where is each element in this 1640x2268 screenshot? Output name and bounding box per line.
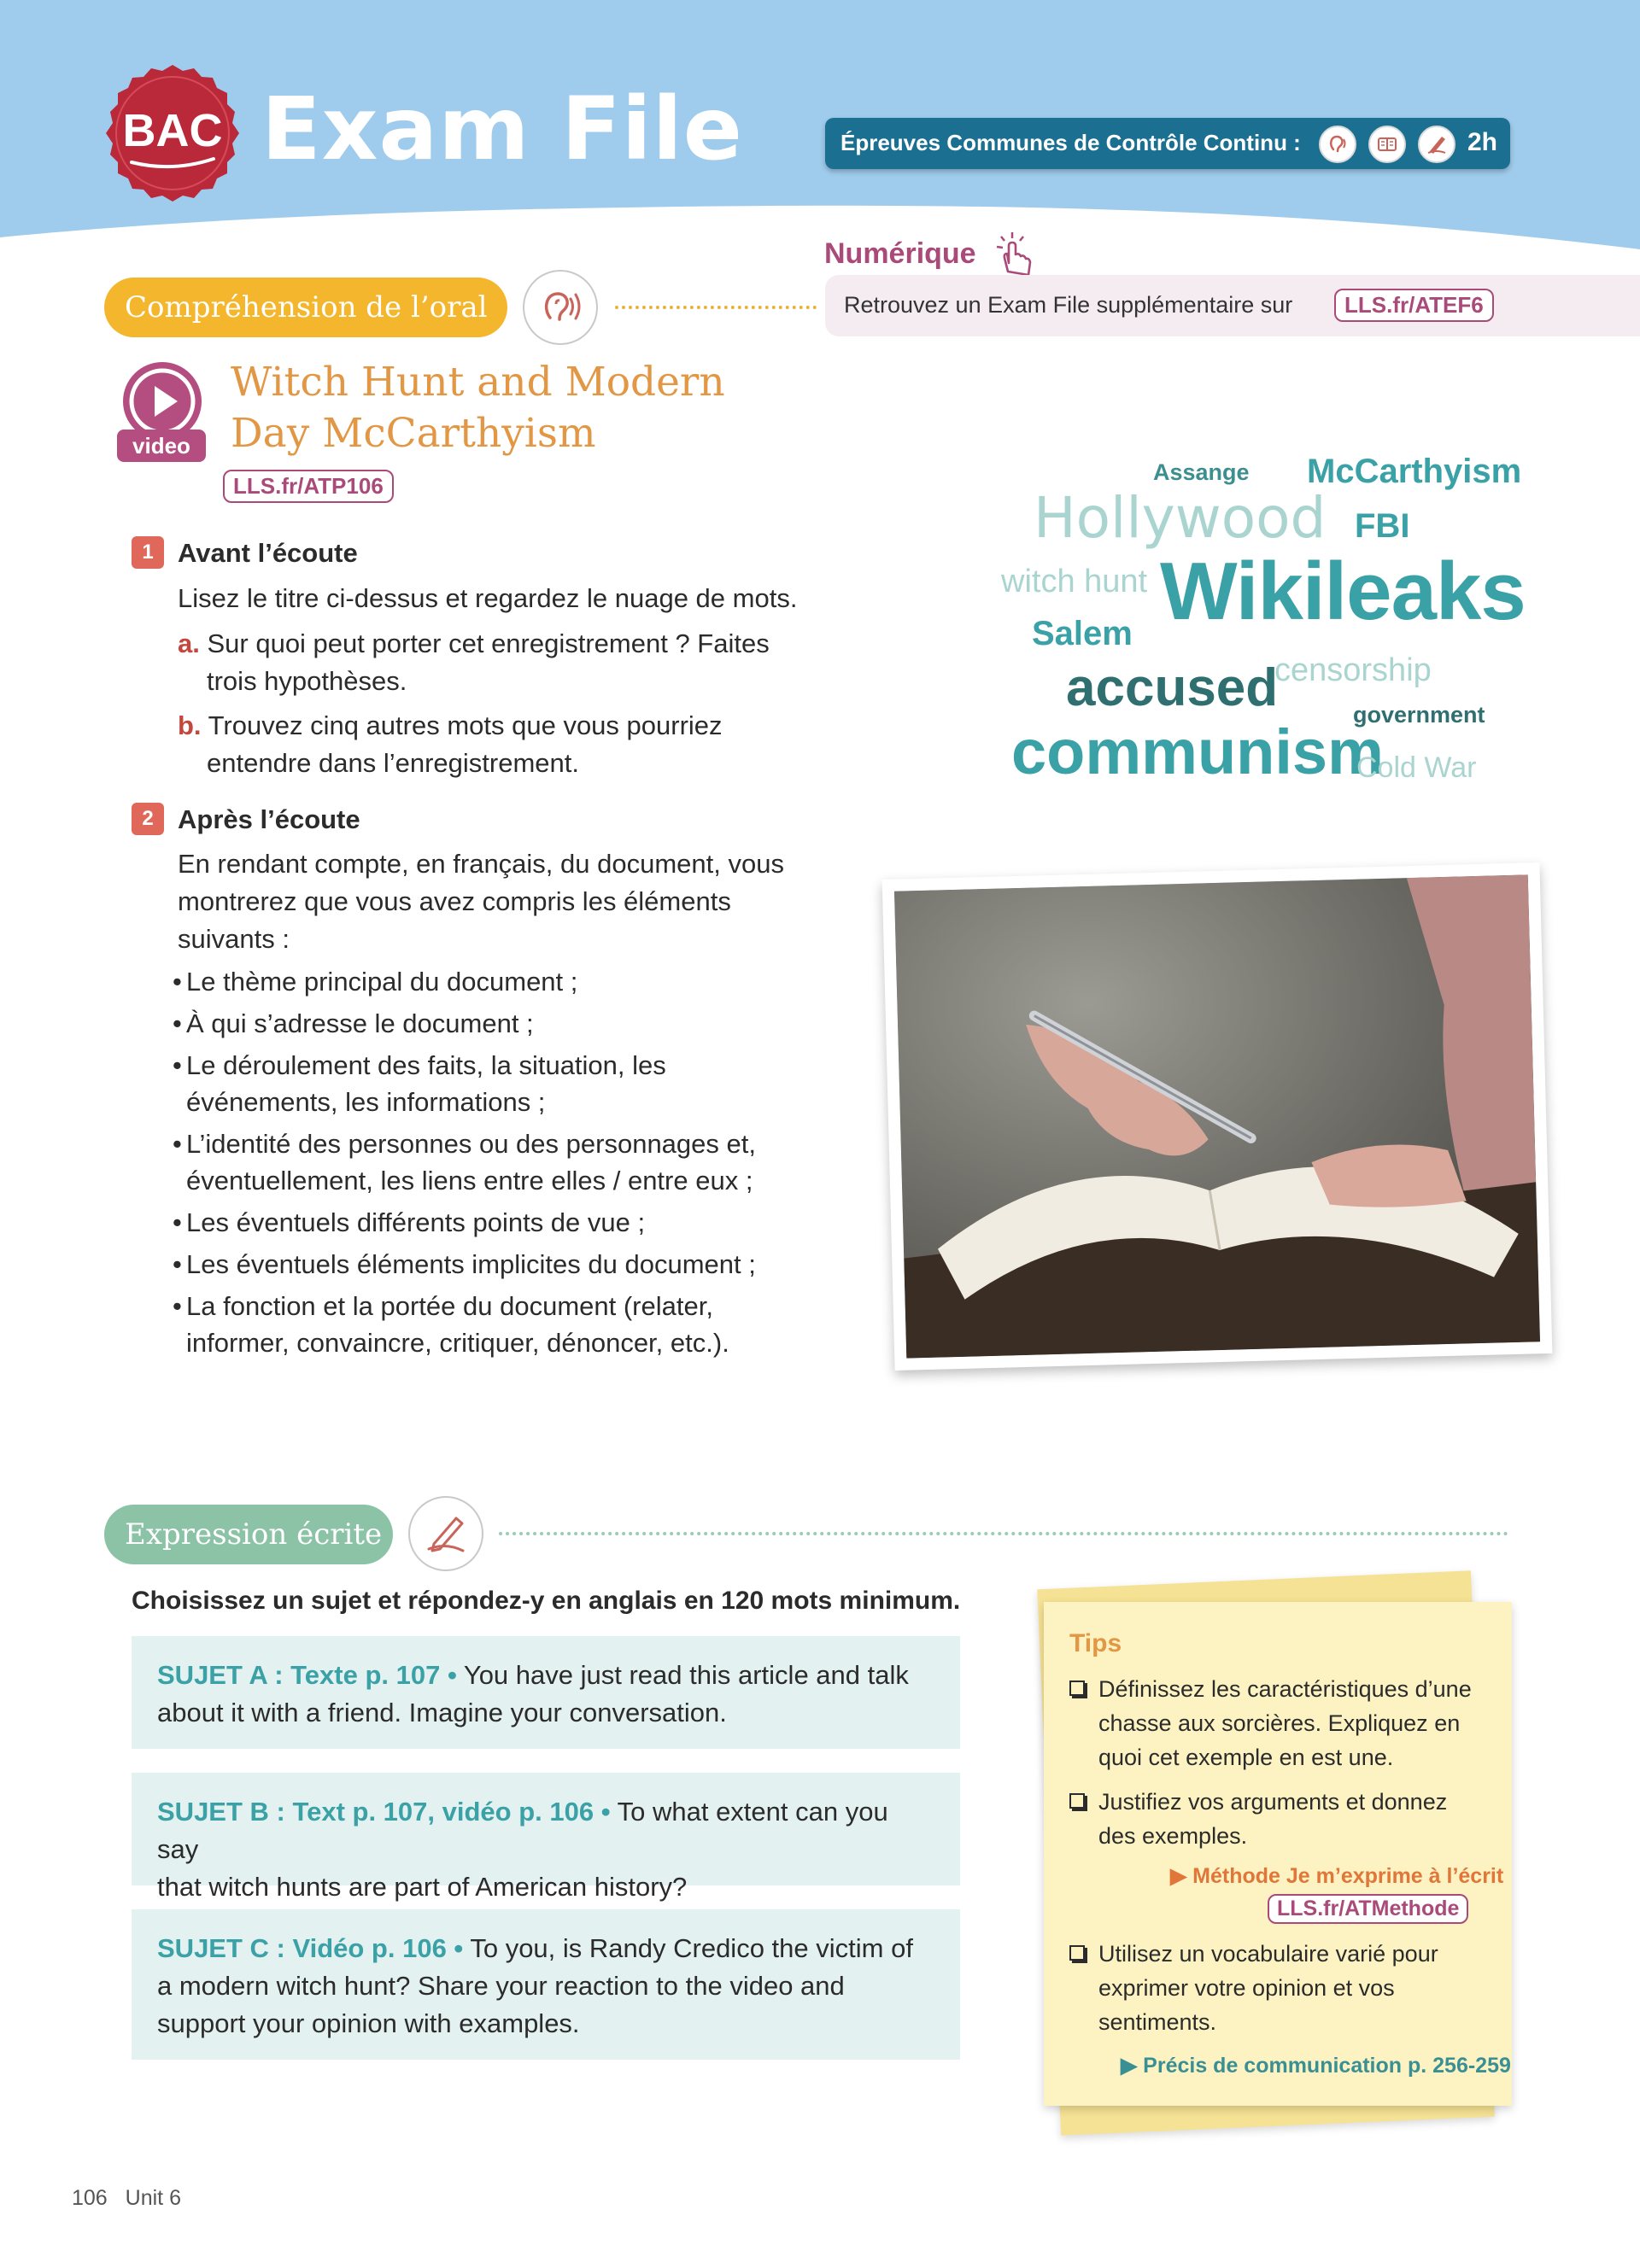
word-cloud-word: McCarthyism <box>1307 453 1522 490</box>
criterion-item: • La fonction et la portée du document (relater, informer, convaincre, critiquer, dénoncer, etc.). <box>173 1288 839 1361</box>
tip-3: Utilisez un vocabulaire varié pour exprimer votre opinion et vos sentiments. <box>1069 1937 1496 2039</box>
word-cloud-word: witch hunt <box>1001 564 1148 599</box>
question-1b-letter: b. <box>178 710 202 740</box>
word-cloud <box>991 444 1526 803</box>
criterion-item: • L’identité des personnes ou des personnages et, éventuellement, les liens entre elles / entre eux ; <box>173 1125 839 1199</box>
criterion-item: • Les éventuels différents points de vue ; <box>173 1204 839 1241</box>
pen-icon <box>1418 126 1456 163</box>
page-number: 106 <box>72 2186 108 2210</box>
checkbox-icon <box>1069 1681 1085 1696</box>
sujet-b-line-1: To what extent can you say <box>157 1797 888 1864</box>
sujet-a-key: SUJET A : Texte p. 107 • <box>157 1660 457 1690</box>
sujet-c-line-1: To you, is Randy Credico the victim of <box>463 1933 913 1963</box>
word-cloud-word: Cold War <box>1356 751 1477 784</box>
section-ecrit-label: Expression écrite <box>104 1505 393 1564</box>
word-cloud-word: Hollywood <box>1034 485 1327 551</box>
criterion-item: • Les éventuels éléments implicites du document ; <box>173 1246 839 1283</box>
question-1a-text-2: trois hypothèses. <box>207 666 407 696</box>
dotted-rule <box>615 306 817 309</box>
exam-duration: 2h <box>1467 128 1498 156</box>
writing-instruction: Choisissez un sujet et répondez-y en anglais en 120 mots minimum. <box>132 1587 961 1615</box>
numerique-label: Numérique <box>824 237 976 270</box>
question-2-intro-2: montrerez que vous avez compris les éléments <box>178 886 731 916</box>
word-cloud-word: communism <box>1011 716 1384 787</box>
question-2-criteria <box>173 963 839 1366</box>
eccc-label: Épreuves Communes de Contrôle Continu : <box>840 130 1301 155</box>
question-1-intro: Lisez le titre ci-dessus et regardez le nuage de mots. <box>178 583 798 613</box>
method-link-label[interactable]: ▶ Méthode Je m’exprime à l’écrit <box>1170 1864 1504 1888</box>
question-1a <box>178 625 770 700</box>
word-cloud-word: accused <box>1066 658 1279 717</box>
word-cloud-word: Salem <box>1032 615 1133 652</box>
writing-icon <box>408 1496 483 1571</box>
sujet-a-line-2: about it with a friend. Imagine your conversation. <box>157 1698 727 1727</box>
tip-1: Définissez les caractéristiques d’une chasse aux sorcières. Expliquez en quoi cet exemple en est une. <box>1069 1672 1496 1774</box>
eccc-bar <box>825 118 1510 169</box>
word-cloud-word: FBI <box>1355 507 1410 545</box>
sujet-a-line-1: You have just read this article and talk <box>456 1660 909 1690</box>
question-1b-text-2: entendre dans l’enregistrement. <box>207 748 579 778</box>
video-title-line-2: Day McCarthyism <box>231 410 596 457</box>
question-1-title: Avant l’écoute <box>178 538 358 568</box>
video-label: video <box>117 430 206 462</box>
method-link[interactable]: LLS.fr/ATMethode <box>1268 1894 1468 1924</box>
photo-hand-with-pen-and-book <box>894 874 1540 1358</box>
dotted-rule <box>499 1532 1508 1535</box>
question-2-title: Après l’écoute <box>178 804 360 834</box>
checkbox-icon <box>1069 1945 1085 1961</box>
video-link[interactable]: LLS.fr/ATP106 <box>223 470 394 503</box>
sujet-c-line-2: a modern witch hunt? Share your reaction to the video and <box>157 1971 845 2001</box>
bac-badge-label: BAC <box>122 105 223 156</box>
question-2-intro-3: suivants : <box>178 924 290 954</box>
photo-frame <box>882 862 1553 1371</box>
sujet-b-key: SUJET B : Text p. 107, vidéo p. 106 • <box>157 1797 611 1827</box>
numerique-text: Retrouvez un Exam File supplémentaire sur <box>844 292 1293 318</box>
page-footer <box>72 2186 181 2211</box>
sujet-c-key: SUJET C : Vidéo p. 106 • <box>157 1933 464 1963</box>
unit-label: Unit 6 <box>125 2186 181 2210</box>
question-2-intro-1: En rendant compte, en français, du document, vous <box>178 849 784 879</box>
video-title-line-1: Witch Hunt and Modern <box>231 359 725 406</box>
word-cloud-word: government <box>1353 702 1485 728</box>
sujet-b-line-2: that witch hunts are part of American history? <box>157 1872 688 1902</box>
sujet-c <box>132 1909 960 2060</box>
criterion-item: • Le déroulement des faits, la situation, les événements, les informations ; <box>173 1047 839 1120</box>
sujet-c-line-3: support your opinion with examples. <box>157 2008 580 2038</box>
precis-link[interactable]: ▶ Précis de communication p. 256-259 <box>1121 2054 1511 2078</box>
sujet-b <box>132 1773 960 1902</box>
video-title <box>231 357 760 459</box>
question-2-number: 2 <box>132 803 164 835</box>
sujet-a <box>132 1636 960 1749</box>
criterion-item: • Le thème principal du document ; <box>173 963 839 1000</box>
section-oral-label: Compréhension de l’oral <box>104 278 507 337</box>
listening-icon <box>523 270 598 345</box>
question-1a-letter: a. <box>178 628 200 658</box>
question-1b-text-1: Trouvez cinq autres mots que vous pourriez <box>208 710 723 740</box>
question-1a-text-1: Sur quoi peut porter cet enregistrement ? Faites <box>207 628 770 658</box>
ear-icon <box>1319 126 1356 163</box>
question-2-intro <box>178 845 827 958</box>
tip-2: Justifiez vos arguments et donnez des exemples. <box>1069 1785 1496 1853</box>
word-cloud-word: Wikileaks <box>1160 546 1526 637</box>
tips-note <box>1044 1602 1512 2106</box>
question-1-number: 1 <box>132 536 164 569</box>
book-icon <box>1368 126 1406 163</box>
word-cloud-word: censorship <box>1274 652 1432 688</box>
tips-title: Tips <box>1069 1629 1122 1657</box>
numerique-link[interactable]: LLS.fr/ATEF6 <box>1334 289 1494 322</box>
word-cloud-word: Assange <box>1153 459 1250 485</box>
criterion-item: • À qui s’adresse le document ; <box>173 1005 839 1042</box>
numerique-banner <box>825 275 1640 336</box>
page-title: Exam File <box>261 79 743 180</box>
question-1b <box>178 707 723 782</box>
checkbox-icon <box>1069 1793 1085 1809</box>
